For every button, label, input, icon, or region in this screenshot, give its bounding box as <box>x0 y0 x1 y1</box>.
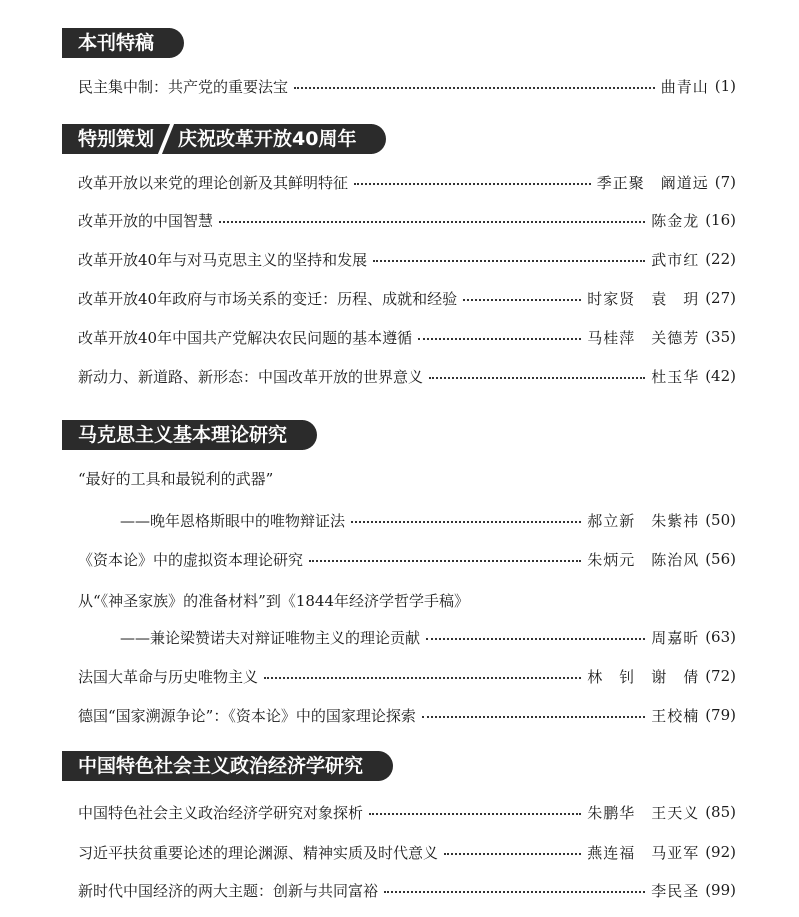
leader-dots <box>264 677 581 679</box>
toc-entry-subtitle[interactable] <box>120 508 736 532</box>
section-title-part-b: 庆祝改革开放40周年 <box>178 128 357 150</box>
entry-author: 燕连福 马亚军 <box>587 843 700 862</box>
entry-title: 改革开放的中国智慧 <box>78 211 214 230</box>
entry-title: 法国大革命与历史唯物主义 <box>78 667 259 686</box>
entry-author: 王校楠 <box>651 706 700 725</box>
entry-author: 杜玉华 <box>651 367 700 386</box>
leader-dots <box>351 521 581 523</box>
leader-dots <box>294 87 655 89</box>
leader-dots <box>463 299 581 301</box>
section-header-marxism-theory <box>62 420 303 450</box>
section-title: 中国特色社会主义政治经济学研究 <box>78 755 364 777</box>
leader-dots <box>309 560 581 562</box>
toc-entry[interactable] <box>78 208 736 232</box>
section-header-political-economy <box>62 751 379 781</box>
entry-title: 习近平扶贫重要论述的理论渊源、精神实质及时代意义 <box>78 843 439 862</box>
toc-entry-title-line[interactable]: 从“《神圣家族》的准备材料”到《1844年经济学哲学手稿》 <box>78 592 470 610</box>
entry-page: (79) <box>705 706 736 724</box>
toc-entry[interactable] <box>78 170 736 194</box>
entry-author: 周嘉昕 <box>651 628 700 647</box>
entry-author: 陈金龙 <box>651 211 700 230</box>
toc-entry[interactable] <box>78 840 736 864</box>
toc-entry[interactable] <box>78 364 736 388</box>
entry-author: 林 钊 谢 倩 <box>587 667 700 686</box>
entry-page: (72) <box>705 667 736 685</box>
entry-page: (42) <box>705 367 736 385</box>
leader-dots <box>418 338 581 340</box>
leader-dots <box>373 260 645 262</box>
toc-entry[interactable] <box>78 74 736 98</box>
entry-author: 曲青山 <box>660 77 709 96</box>
section-header-special-feature <box>62 28 170 58</box>
leader-dots <box>384 891 645 893</box>
entry-title: 民主集中制：共产党的重要法宝 <box>78 77 289 96</box>
entry-page: (22) <box>705 250 736 268</box>
leader-dots <box>426 638 645 640</box>
toc-entry[interactable] <box>78 800 736 824</box>
toc-entry[interactable] <box>78 878 736 902</box>
entry-page: (56) <box>705 550 736 568</box>
entry-page: (50) <box>705 511 736 529</box>
toc-entry[interactable] <box>78 664 736 688</box>
entry-title: 改革开放40年政府与市场关系的变迁：历程、成就和经验 <box>78 289 458 308</box>
leader-dots <box>369 813 581 815</box>
leader-dots <box>354 183 591 185</box>
section-title-part-a: 特别策划 <box>78 128 155 150</box>
leader-dots <box>422 716 645 718</box>
leader-dots <box>429 377 645 379</box>
entry-title: 中国特色社会主义政治经济学研究对象探析 <box>78 803 364 822</box>
entry-author: 马桂萍 关德芳 <box>587 328 700 347</box>
section-title: 马克思主义基本理论研究 <box>78 424 288 446</box>
entry-title: 新动力、新道路、新形态：中国改革开放的世界意义 <box>78 367 424 386</box>
toc-entry[interactable] <box>78 286 736 310</box>
section-header-special-planning <box>62 124 372 154</box>
leader-dots <box>444 853 581 855</box>
entry-page: (35) <box>705 328 736 346</box>
toc-entry[interactable] <box>78 247 736 271</box>
entry-page: (92) <box>705 843 736 861</box>
entry-author: 时家贤 袁 玥 <box>587 289 700 308</box>
toc-entry[interactable] <box>78 325 736 349</box>
toc-entry[interactable] <box>78 547 736 571</box>
entry-author: 李民圣 <box>651 881 700 900</box>
entry-author: 朱鹏华 王天义 <box>587 803 700 822</box>
entry-author: 季正聚 阚道远 <box>596 173 709 192</box>
entry-author: 武市红 <box>651 250 700 269</box>
section-title: 本刊特稿 <box>78 32 155 54</box>
toc-entry-title-line[interactable]: “最好的工具和最锐利的武器” <box>78 470 274 488</box>
entry-title: 《资本论》中的虚拟资本理论研究 <box>78 550 304 569</box>
toc-entry[interactable] <box>78 703 736 727</box>
entry-author: 郝立新 朱紫祎 <box>587 511 700 530</box>
entry-title: 改革开放40年中国共产党解决农民问题的基本遵循 <box>78 328 413 347</box>
leader-dots <box>219 221 645 223</box>
entry-page: (63) <box>705 628 736 646</box>
divider <box>158 124 174 154</box>
entry-page: (99) <box>705 881 736 899</box>
entry-page: (7) <box>714 173 736 191</box>
entry-title: 德国“国家溯源争论”：《资本论》中的国家理论探索 <box>78 706 416 725</box>
entry-subtitle: ——晚年恩格斯眼中的唯物辩证法 <box>120 511 346 530</box>
entry-page: (16) <box>705 211 736 229</box>
entry-title: 改革开放40年与对马克思主义的坚持和发展 <box>78 250 368 269</box>
entry-page: (85) <box>705 803 736 821</box>
entry-page: (27) <box>705 289 736 307</box>
entry-author: 朱炳元 陈治风 <box>587 550 700 569</box>
entry-page: (1) <box>714 77 736 95</box>
entry-title: 改革开放以来党的理论创新及其鲜明特征 <box>78 173 349 192</box>
entry-title: 新时代中国经济的两大主题：创新与共同富裕 <box>78 881 379 900</box>
entry-subtitle: ——兼论梁赞诺夫对辩证唯物主义的理论贡献 <box>120 628 421 647</box>
toc-entry-subtitle[interactable] <box>120 625 736 649</box>
